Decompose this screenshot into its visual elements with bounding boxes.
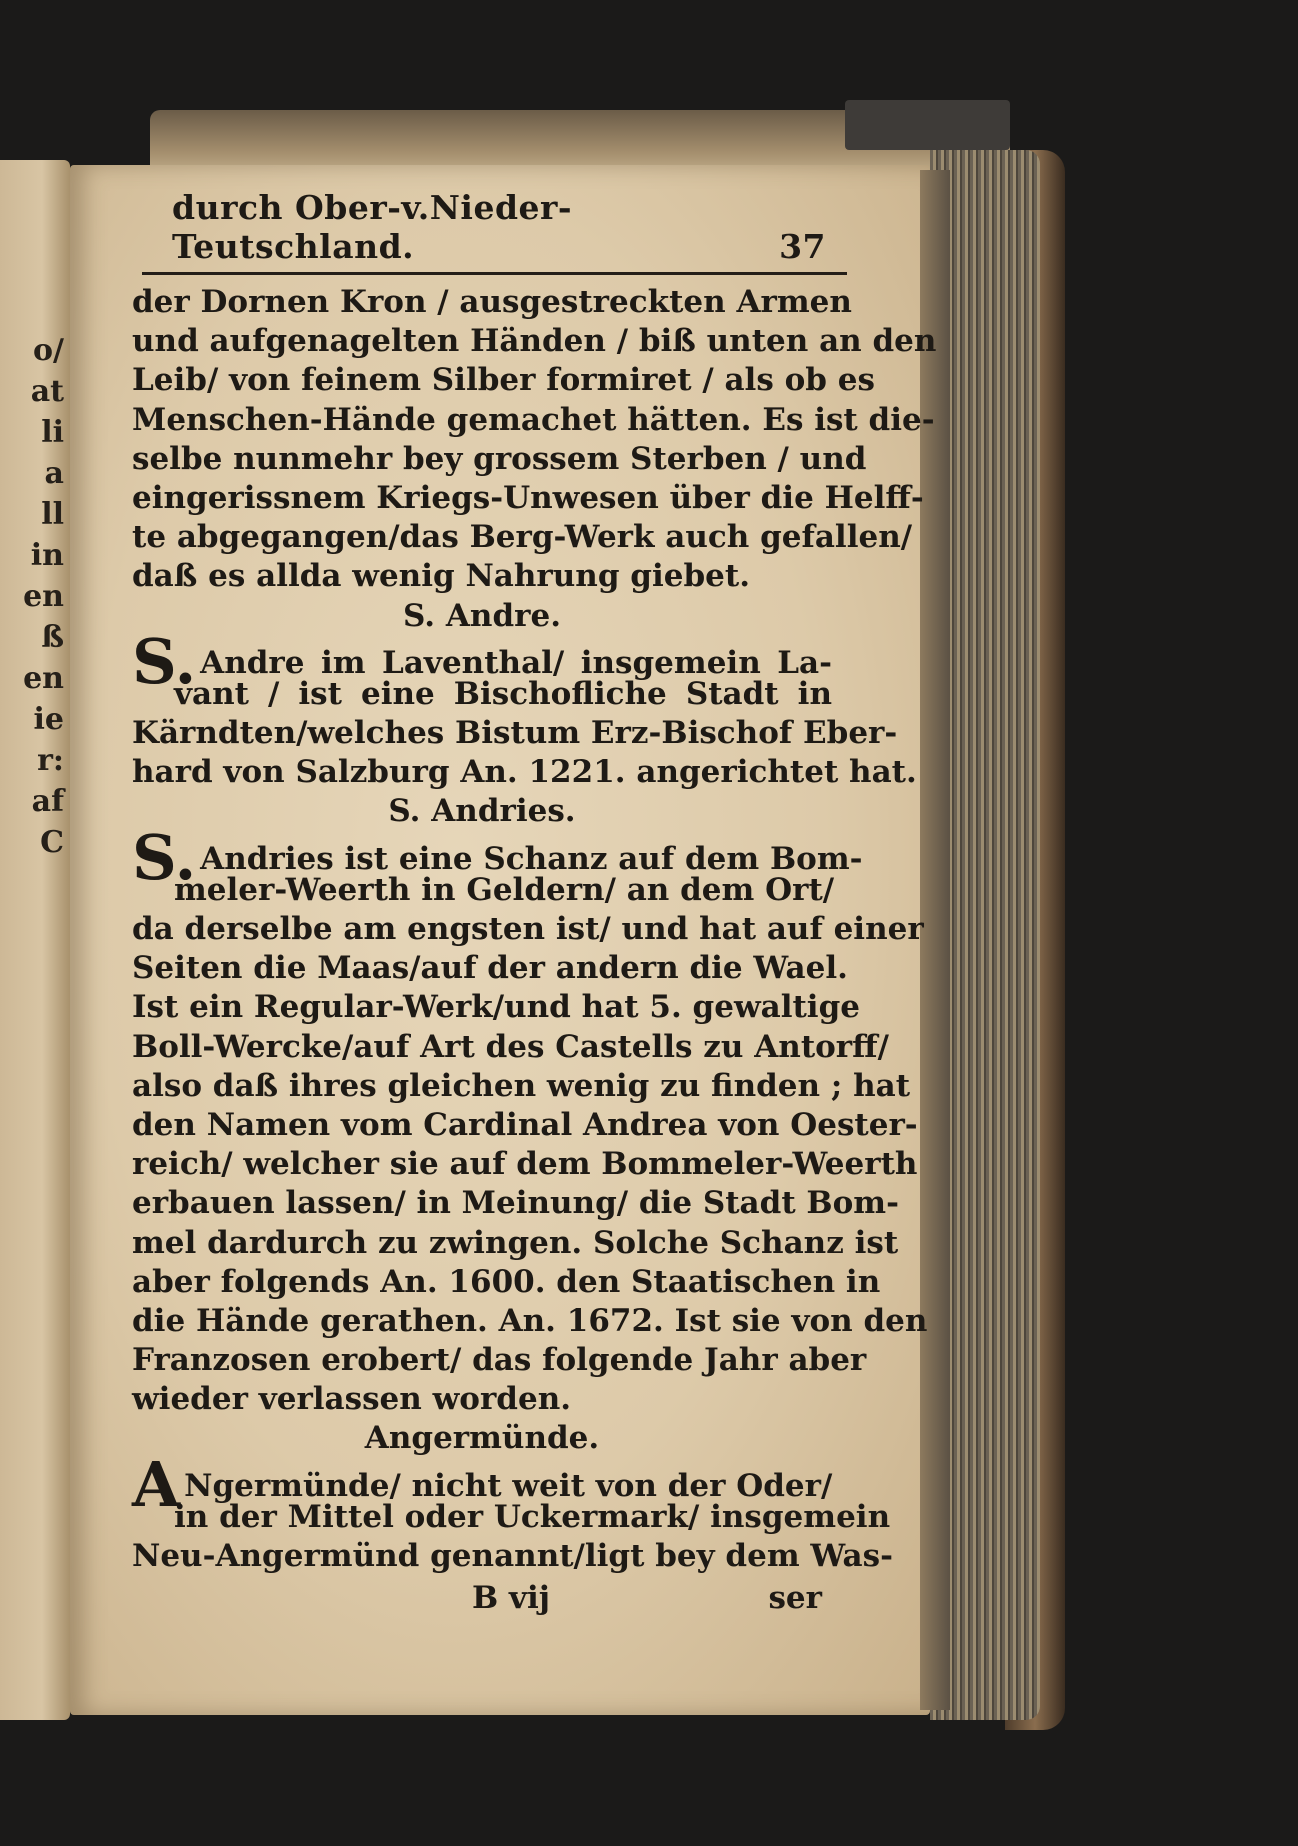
- left-page-fragment: en: [23, 661, 64, 696]
- line-text: Franzosen erobert/ das folgende Jahr aber: [132, 1342, 867, 1379]
- text-lines: [132, 283, 937, 1576]
- left-page-fragment: in: [30, 538, 64, 573]
- line-text: den Namen vom Cardinal Andrea von Oester-: [132, 1106, 918, 1143]
- text-line: [132, 988, 860, 1027]
- text-line: [132, 949, 848, 988]
- line-text: Ngermünde/ nicht weit von der Oder/: [184, 1467, 833, 1504]
- text-line: [132, 1106, 918, 1145]
- text-line: [132, 1302, 928, 1341]
- line-text: Angermünde.: [364, 1420, 600, 1457]
- line-text: Leib/ von feinem Silber formiret / als ob es: [132, 362, 875, 399]
- text-line: [132, 871, 835, 910]
- text-line: [132, 361, 875, 400]
- line-text: wieder verlassen worden.: [132, 1381, 572, 1418]
- left-page-fragment: a: [44, 456, 64, 491]
- drop-cap: S.: [132, 820, 197, 894]
- running-title: durch Ober-v.Nieder-Teutschland.: [172, 188, 573, 266]
- line-text: die Hände gerathen. An. 1672. Ist sie von den: [132, 1302, 928, 1339]
- line-text: te abgegangen/das Berg-Werk auch gefallen/: [132, 519, 913, 556]
- line-text: meler-Weerth in Geldern/ an dem Ort/: [174, 871, 835, 908]
- left-page-fragment: o/: [33, 333, 64, 368]
- line-text: aber folgends An. 1600. den Staatischen in: [132, 1263, 881, 1300]
- line-text: Seiten die Maas/auf der andern die Wael.: [132, 950, 848, 987]
- line-text: Neu-Angermünd genannt/ligt bey dem Was-: [132, 1538, 893, 1574]
- drop-cap: A: [132, 1447, 181, 1521]
- left-page-fragment: li: [41, 415, 64, 450]
- line-text: mel dardurch zu zwingen. Solche Schanz ist: [132, 1224, 899, 1261]
- page-footer: [132, 1578, 832, 1618]
- line-text: also daß ihres gleichen wenig zu finden ; hat: [132, 1067, 911, 1104]
- text-line: [132, 1263, 881, 1302]
- left-page-fragment: r:: [37, 743, 64, 778]
- line-text: Kärndten/welches Bistum Erz-Bischof Eber-: [132, 715, 898, 752]
- left-page-fragment: ie: [33, 702, 64, 737]
- line-text: Menschen-Hände gemachet hätten. Es ist die-: [132, 401, 935, 438]
- line-text: in der Mittel oder Uckermark/ insgemein: [174, 1498, 891, 1535]
- text-line: [132, 1341, 867, 1380]
- catchword: ser: [768, 1580, 822, 1617]
- text-line: [132, 1028, 889, 1067]
- text-line: [132, 1498, 891, 1537]
- text-line: [132, 1145, 918, 1184]
- text-line: [132, 1067, 911, 1106]
- text-line: [132, 518, 913, 557]
- line-text: eingerissnem Kriegs-Unwesen über die Helff-: [132, 479, 924, 516]
- text-line: [132, 1184, 899, 1223]
- drop-cap: S.: [132, 624, 197, 698]
- left-page-fragment: C: [40, 825, 64, 860]
- text-line: [132, 479, 924, 518]
- line-text: S. Andre.: [403, 597, 561, 634]
- text-line: [132, 753, 917, 792]
- line-text: Andre im Laventhal/ insgemein La-: [200, 644, 832, 681]
- left-page-fragment: af: [31, 784, 64, 819]
- page-text-block: [132, 188, 937, 1618]
- text-line: [132, 557, 832, 596]
- text-line: [132, 1224, 899, 1263]
- text-line: [132, 1380, 832, 1419]
- left-page: [0, 160, 70, 1720]
- text-line: [132, 440, 867, 479]
- line-text: daß es allda wenig Nahrung giebet.: [132, 558, 750, 595]
- line-text: Boll-Wercke/auf Art des Castells zu Antorff/: [132, 1028, 889, 1065]
- line-text: selbe nunmehr bey grossem Sterben / und: [132, 440, 867, 477]
- text-line: [132, 675, 832, 714]
- left-page-fragment: ß: [41, 620, 64, 655]
- signature-mark: B vij: [472, 1580, 550, 1617]
- line-text: Andries ist eine Schanz auf dem Bom-: [200, 840, 863, 877]
- line-text: vant / ist eine Bischofliche Stadt in: [174, 675, 832, 712]
- section-heading: [132, 597, 832, 636]
- line-text: S. Andries.: [388, 793, 576, 830]
- left-page-fragment: en: [23, 579, 64, 614]
- line-text: und aufgenagelten Händen / biß unten an den: [132, 323, 937, 360]
- page-number: 37: [779, 227, 826, 266]
- section-heading: [132, 1419, 832, 1458]
- text-line: [132, 283, 852, 322]
- running-header: [132, 188, 832, 266]
- text-line: [132, 1537, 893, 1576]
- left-page-text-fragments: [23, 330, 64, 863]
- text-line: [132, 401, 935, 440]
- text-line: [132, 910, 924, 949]
- line-text: der Dornen Kron / ausgestreckten Armen: [132, 284, 852, 320]
- line-text: erbauen lassen/ in Meinung/ die Stadt Bom-: [132, 1185, 899, 1222]
- line-text: reich/ welcher sie auf dem Bommeler-Weerth: [132, 1146, 918, 1183]
- line-text: Ist ein Regular-Werk/und hat 5. gewaltige: [132, 989, 860, 1026]
- header-rule: [142, 272, 847, 275]
- text-line: [132, 714, 898, 753]
- left-page-fragment: ll: [41, 497, 64, 532]
- book-clasp: [845, 100, 1010, 150]
- section-heading: [132, 792, 832, 831]
- line-text: da derselbe am engsten ist/ und hat auf einer: [132, 911, 924, 947]
- left-page-fragment: at: [30, 374, 64, 409]
- text-line: [132, 322, 937, 361]
- line-text: hard von Salzburg An. 1221. angerichtet hat.: [132, 754, 917, 791]
